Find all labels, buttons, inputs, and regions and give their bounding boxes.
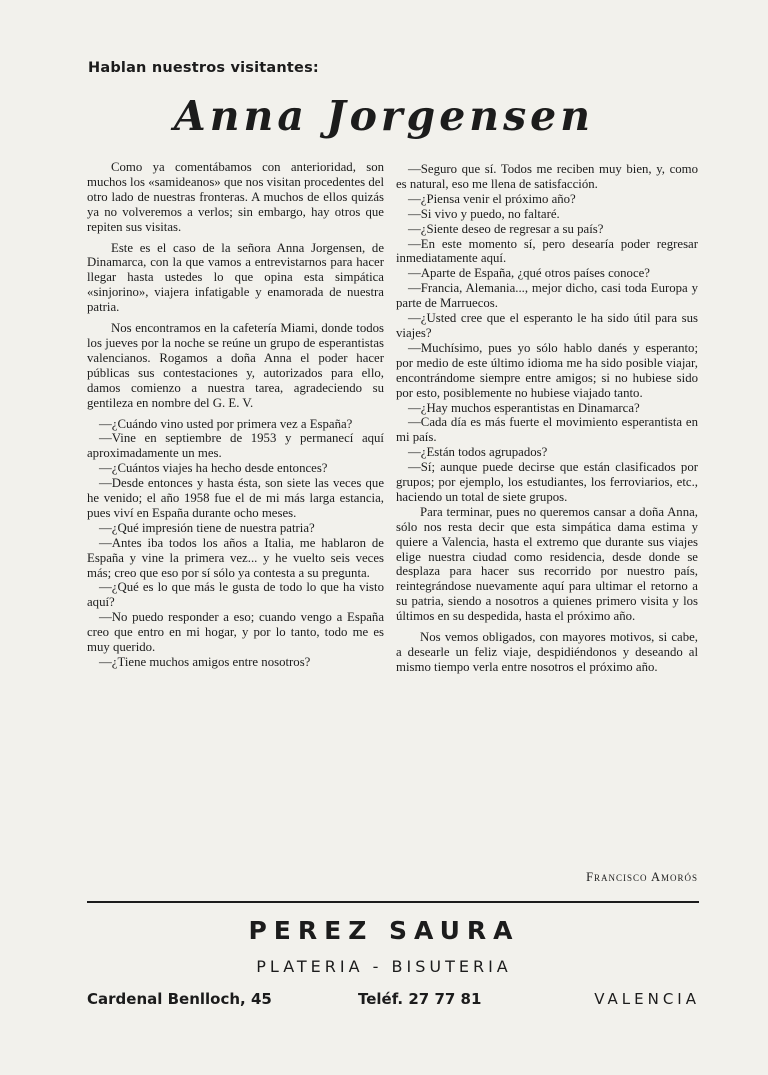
interview-line: —¿Usted cree que el esperanto le ha sido útil para sus viajes? <box>396 311 698 340</box>
article-column-right <box>396 162 698 681</box>
article-paragraph: Nos encontramos en la cafetería Miami, donde todos los jueves por la noche se reúne un grupo de esperantistas valencianos. Rogamos a doña Anna el poder hacer públicas sus contestaciones y, autorizados para ello, damos comienzo a nuestra tarea, agradeciendo su gentileza en nombre del G. E. V. <box>87 321 384 410</box>
interview-line: —Vine en septiembre de 1953 y permanecí aquí aproximadamente un mes. <box>87 431 384 461</box>
interview-line: —¿Qué es lo que más le gusta de todo lo que ha visto aquí? <box>87 580 384 610</box>
interview-line: —¿Qué impresión tiene de nuestra patria? <box>99 520 315 535</box>
interview-line: —¿Cuántos viajes ha hecho desde entonces? <box>99 461 328 476</box>
advert-phone: Teléf. 27 77 81 <box>358 990 482 1008</box>
interview-line: —Aparte de España, ¿qué otros países conoce? <box>408 266 650 281</box>
article-paragraph: Nos vemos obligados, con mayores motivos, si cabe, a desearle un feliz viaje, despidiéndonos y deseando al mismo tiempo verla entre nosotros el próximo año. <box>396 630 698 674</box>
advert-subtitle: PLATERIA - BISUTERIA <box>256 957 512 976</box>
article-column-left <box>87 160 384 670</box>
article-title: Anna Jorgensen <box>173 92 595 140</box>
section-label: Hablan nuestros visitantes: <box>88 60 319 76</box>
advert-business-name: PEREZ SAURA <box>248 916 520 945</box>
interview-line: —Cada día es más fuerte el movimiento esperantista en mi país. <box>396 415 698 445</box>
advert-city: VALENCIA <box>594 990 700 1008</box>
interview-line: —Antes iba todos los años a Italia, me hablaron de España y vine la primera vez... y he vuelto seis veces más; creo que eso por sí sólo ya contesta a su pregunta. <box>87 535 384 580</box>
interview-line: —¿Cuándo vino usted por primera vez a España? <box>99 416 353 431</box>
author-signature: Francisco Amorós <box>586 870 698 884</box>
interview-line: —Desde entonces y hasta ésta, son siete las veces que he venido; el año 1958 fue el de mi más larga estancia, pues viví en España durante ocho meses. <box>87 476 384 520</box>
article-paragraph: Este es el caso de la señora Anna Jorgensen, de Dinamarca, con la que vamos a entrevistarnos para hacer llegar hasta ustedes lo que opina esta simpática «sinjorino», viajera infatigable y enamorada de nuestra patria. <box>87 240 384 315</box>
article-paragraph: Para terminar, pues no queremos cansar a doña Anna, sólo nos resta decir que esta simpática dama estima y quiere a Valencia, hasta el extremo que durante sus viajes elige nuestra ciudad como residencia, desde donde se desplaza para hacer sus recorrido por nuestro país, reintegrándose nuevamente aquí para ultimar el retorno a su patria, siendo a nosotros a quienes primero visita y los últimos en su despedida, hasta el próximo año. <box>396 504 698 624</box>
interview-line: —No puedo responder a eso; cuando vengo a España creo que entro en mi hogar, y por lo tanto, todo me es muy querido. <box>87 610 384 655</box>
divider-rule <box>87 901 699 903</box>
interview-line: —Sí; aunque puede decirse que están clasificados por grupos; por ejemplo, los estudiantes, los ferroviarios, etc., haciendo un total de siete grupos. <box>396 460 698 504</box>
interview-line: —¿Hay muchos esperantistas en Dinamarca? <box>408 400 640 415</box>
interview-line: —Muchísimo, pues yo sólo hablo danés y esperanto; por medio de este último idioma me ha sido posible viajar, encontrándome siempre entre amigos; si no hubiese sido por esto, posiblemente no hubiese viajado tanto. <box>396 340 698 400</box>
article-paragraph: Como ya comentábamos con anterioridad, son muchos los «samideanos» que nos visitan procedentes del otro lado de nuestras fronteras. A muchos de ellos quizás ya no volveremos a verlos; sin embargo, hay otros que repiten sus visitas. <box>87 160 384 234</box>
interview-line: —Si vivo y puedo, no faltaré. <box>408 206 560 221</box>
interview-line: —¿Están todos agrupados? <box>408 445 548 460</box>
advert-address: Cardenal Benlloch, 45 <box>87 990 272 1008</box>
interview-line: —¿Piensa venir el próximo año? <box>408 191 576 206</box>
interview-line: —En este momento sí, pero desearía poder regresar inmediatamente aquí. <box>396 236 698 266</box>
interview-line: —¿Siente deseo de regresar a su país? <box>408 221 604 236</box>
interview-line: —Francia, Alemania..., mejor dicho, casi toda Europa y parte de Marruecos. <box>396 281 698 311</box>
interview-line: —Seguro que sí. Todos me reciben muy bien, y, como es natural, eso me llena de satisfacción. <box>396 162 698 191</box>
interview-line: —¿Tiene muchos amigos entre nosotros? <box>99 655 311 669</box>
